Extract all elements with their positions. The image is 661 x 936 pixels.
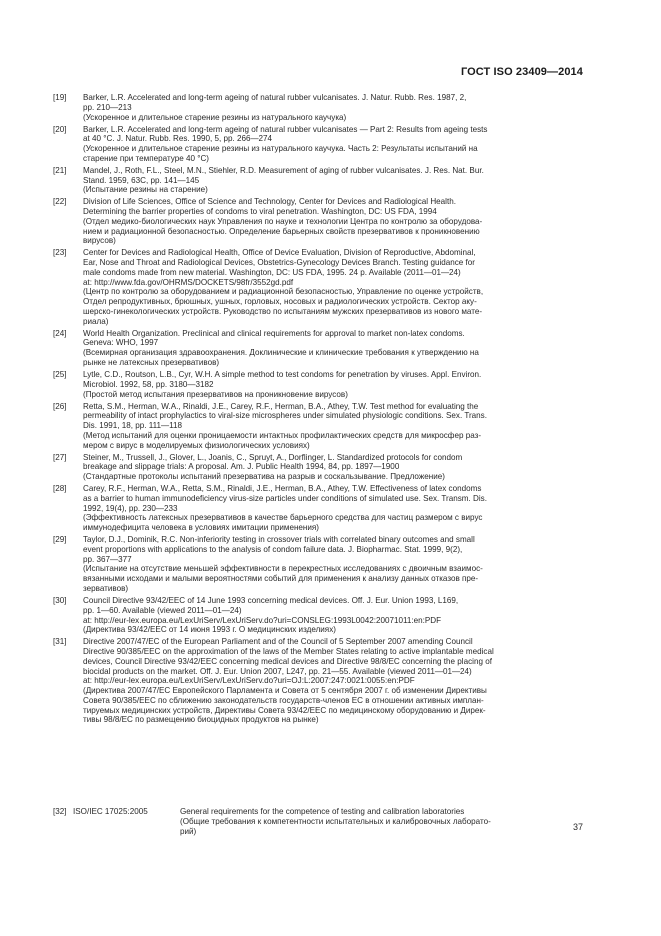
- reference-line: Steiner, M., Trussell, J., Glover, L., Joanis, C., Spruyt, A., Dorflinger, L. Standardized protocols for condom: [83, 452, 463, 462]
- reference-line: (Директива 2007/47/EC Европейского Парламента и Совета от 5 сентября 2007 г. об изменении Директивы: [83, 686, 487, 696]
- reference-item: [53, 248, 585, 326]
- reference-body: [83, 370, 585, 399]
- reference-line: мером с вирус в моделируемых физиологических условиях): [83, 440, 310, 450]
- reference-line: pp. 367—377: [83, 554, 132, 564]
- reference-line: Barker, L.R. Accelerated and long-term ageing of natural rubber vulcanisates. J. Natur. Rubb. Res. 1987, 2,: [83, 93, 467, 102]
- reference-line: старение при температуре 40 °C): [83, 153, 209, 163]
- reference-item: [53, 453, 585, 482]
- reference-line: (Ускоренное и длительное старение резины из натурального каучука): [83, 112, 347, 122]
- reference-line: Council Directive 93/42/EEC of 14 June 1993 concerning medical devices. Off. J. Eur. Union 1993, L169,: [83, 596, 459, 606]
- reference-line: at: http://www.fda.gov/OHRMS/DOCKETS/98fr/3552gd.pdf: [83, 277, 294, 287]
- reference-line: тивы 98/8/EC по размещению биоцидных продуктов на рынке): [83, 715, 319, 725]
- reference-line: вирусов): [83, 236, 116, 246]
- reference-line: Directive 2007/47/EC of the European Parliament and of the Council of 5 September 2007 amending Council: [83, 637, 473, 647]
- reference-line: Dis. 1991, 18, pp. 111—118: [83, 421, 182, 431]
- reference-line: (Стандартные протоколы испытаний презерватива на разрыв и соскальзывание. Предложение): [83, 472, 445, 482]
- reference-body: [83, 596, 585, 635]
- reference-line: Taylor, D.J., Dominik, R.C. Non-inferiority testing in crossover trials with correlated binary outcomes and small: [83, 535, 475, 545]
- reference-body: [83, 197, 585, 246]
- reference-line: (Метод испытаний для оценки проницаемости интактных профилактических средств для микросфер раз-: [83, 430, 482, 440]
- reference-line: General requirements for the competence of testing and calibration laboratories: [180, 807, 465, 816]
- reference-item: [53, 370, 585, 399]
- reference-line: permeability of intact prophylactics to viral-size microspheres under simulated physiologic conditions. Sex. Trans.: [83, 411, 487, 421]
- reference-item: [53, 637, 585, 725]
- reference-body: [83, 248, 585, 326]
- reference-line: тируемых медицинских устройств, Директивы Совета 93/42/EEC по медицинскому оборудованию и Дирек-: [83, 705, 486, 715]
- reference-line: male condoms made from new material. Washington, DC: US FDA, 1995. 24 p. Available (2011—01—24): [83, 267, 461, 277]
- reference-item: [53, 484, 585, 533]
- reference-line: devices, Council Directive 93/42/EEC concerning medical devices and Directive 98/8/EC concerning the placing of: [83, 656, 492, 666]
- reference-body: [83, 453, 585, 482]
- page-number: 37: [572, 822, 583, 832]
- reference-line: (Общие требования к компетентности испытательных и калибровочных лаборато-: [180, 816, 491, 826]
- reference-line: breakage and slippage trials: A proposal. Am. J. Public Health 1994, 84, pp. 1897—1900: [83, 462, 400, 472]
- reference-item: [53, 93, 585, 122]
- reference-item: [53, 197, 585, 246]
- reference-item: [53, 125, 585, 164]
- reference-line: рий): [180, 826, 197, 836]
- reference-number: [26]: [53, 401, 67, 411]
- reference-line: иммунодефицита человека в условиях имитации применения): [83, 523, 319, 533]
- reference-body: [83, 402, 585, 451]
- reference-body: [83, 637, 585, 725]
- reference-line: Directive 90/385/EEC on the approximation of the laws of the Member States relating to active implantable medical: [83, 647, 494, 657]
- reference-line: Division of Life Sciences, Office of Science and Technology, Center for Devices and Radiological Health.: [83, 197, 456, 207]
- reference-line: Совета 90/385/EEC по сближению законодательств государств-членов ЕС в отношении активных имплан-: [83, 695, 484, 705]
- reference-number: [28]: [53, 484, 67, 494]
- reference-line: as a barrier to human immunodeficiency virus-size particles under conditions of simulated use. Sex. Transm. Dis.: [83, 493, 487, 503]
- reference-line: at: http://eur-lex.europa.eu/LexUriServ/LexUriServ.do?uri=OJ:L:2007:247:0021:0055:en:PDF: [83, 676, 415, 686]
- reference-line: (Отдел медико-биологических наук Управления по науке и технологии Центра по контролю за оборудова-: [83, 216, 483, 226]
- reference-item: [53, 596, 585, 635]
- reference-line: Отдел репродуктивных, брюшных, ушных, горловых, носовых и радиологических устройств. Сектор аку-: [83, 297, 477, 307]
- reference-body: [83, 125, 585, 164]
- reference-line: (Эффективность латексных презервативов в качестве барьерного средства для частиц размером с вирус: [83, 513, 483, 523]
- reference-line: зервативов): [83, 583, 129, 593]
- reference-body: [83, 329, 585, 368]
- reference-number: [32]: [53, 807, 67, 816]
- reference-number: [31]: [53, 637, 67, 647]
- reference-line: event proportions with applications to the analysis of condom failure data. J. Biopharmac. Stat. 1999, 9(2),: [83, 544, 463, 554]
- reference-line: Determining the barrier properties of condoms to viral penetration. Washington, DC: US FDA, 1994: [83, 207, 437, 217]
- reference-number: [22]: [53, 197, 67, 207]
- reference-item: [53, 329, 585, 368]
- page-header: ГОСТ ISO 23409—2014: [460, 66, 583, 78]
- reference-body: [83, 93, 585, 122]
- reference-line: вязанными исходами и малыми вероятностями событий для применения к анализу данных отказов пре-: [83, 574, 479, 584]
- reference-line: (Директива 93/42/EEC от 14 июня 1993 г. О медицинских изделиях): [83, 625, 336, 635]
- reference-line: Stand. 1959, 63C, pp. 141—145: [83, 175, 200, 185]
- reference-line: шерско-гинекологических устройств. Руководство по испытаниям мужских презервативов из нового мате-: [83, 306, 483, 316]
- reference-line: (Испытание резины на старение): [83, 185, 208, 195]
- reference-line: (Испытание на отсутствие меньшей эффективности в перекрестных исследованиях с двоичным взаимос-: [83, 564, 483, 574]
- reference-number: [20]: [53, 124, 67, 134]
- reference-line: Center for Devices and Radiological Health, Office of Device Evaluation, Division of Reproductive, Abdominal,: [83, 248, 476, 258]
- reference-line: (Центр по контролю за оборудованием и радиационной безопасностью, Управление по оценке устройств,: [83, 287, 484, 297]
- reference-number: [24]: [53, 328, 67, 338]
- reference-number: [29]: [53, 535, 67, 545]
- reference-number: [21]: [53, 165, 67, 175]
- reference-line: Ear, Nose and Throat and Radiological Devices, Obstetrics-Gynecology Devices Branch. Testing guidance for: [83, 258, 476, 268]
- reference-item: [53, 402, 585, 451]
- reference-32: [53, 807, 585, 836]
- reference-body: [83, 484, 585, 533]
- reference-line: Microbiol. 1992, 58, pp. 3180—3182: [83, 379, 214, 389]
- reference-number: [27]: [53, 452, 67, 462]
- reference-line: (Простой метод испытания презервативов на проникновение вирусов): [83, 389, 348, 399]
- reference-line: at: http://eur-lex.europa.eu/LexUriServ/LexUriServ.do?uri=CONSLEG:1993L0042:20071011:en:PDF: [83, 615, 442, 625]
- reference-line: (Всемирная организация здравоохранения. Доклинические и клинические требования к утверждению на: [83, 348, 479, 358]
- reference-body: [180, 807, 585, 836]
- reference-line: нием и радиационной безопасностью. Определение барьерных свойств презервативов к проникновению: [83, 226, 480, 236]
- reference-line: World Health Organization. Preclinical and clinical requirements for approval to market non-latex condoms.: [83, 328, 465, 338]
- reference-line: Retta, S.M., Herman, W.A., Rinaldi, J.E., Carey, R.F., Herman, B.A., Athey, T.W. Test method for evaluating the: [83, 401, 479, 411]
- reference-body: [83, 535, 585, 594]
- bibliography-list: [53, 93, 585, 727]
- reference-line: риала): [83, 316, 109, 326]
- reference-number: [19]: [53, 93, 67, 102]
- reference-line: pp. 210—213: [83, 102, 132, 112]
- reference-number: [23]: [53, 248, 67, 258]
- reference-line: (Ускоренное и длительное старение резины из натурального каучука. Часть 2: Результаты испытаний на: [83, 144, 478, 154]
- reference-line: Carey, R.F., Herman, W.A., Retta, S.M., Rinaldi, J.E., Herman, B.A., Athey, T.W. Effectiveness of latex condoms: [83, 484, 482, 494]
- reference-line: biocidal products on the market. Off. J. Eur. Union 2007, L247, pp. 21—55. Available (viewed 2011—01—24): [83, 666, 472, 676]
- reference-line: at 40 °C. J. Natur. Rubb. Res. 1990, 5, pp. 266—274: [83, 134, 273, 144]
- reference-item: [53, 166, 585, 195]
- reference-number: [25]: [53, 370, 67, 380]
- reference-line: pp. 1—60. Available (viewed 2011—01—24): [83, 605, 242, 615]
- reference-line: рынке не латексных презервативов): [83, 357, 220, 367]
- reference-line: Geneva: WHO, 1997: [83, 338, 159, 348]
- reference-standard: ISO/IEC 17025:2005: [73, 807, 148, 816]
- reference-number: [30]: [53, 596, 67, 606]
- reference-line: Barker, L.R. Accelerated and long-term ageing of natural rubber vulcanisates — Part 2: Results from ageing tests: [83, 124, 488, 134]
- reference-line: Lytle, C.D., Routson, L.B., Cyr, W.H. A simple method to test condoms for penetration by viruses. Appl. Environ.: [83, 370, 482, 380]
- reference-item: [53, 535, 585, 594]
- reference-body: [83, 166, 585, 195]
- reference-line: 1992, 19(4), pp. 230—233: [83, 503, 178, 513]
- reference-line: Mandel, J., Roth, F.L., Steel, M.N., Stiehler, R.D. Measurement of aging of rubber vulcanisates. J. Res. Nat. Bur.: [83, 165, 484, 175]
